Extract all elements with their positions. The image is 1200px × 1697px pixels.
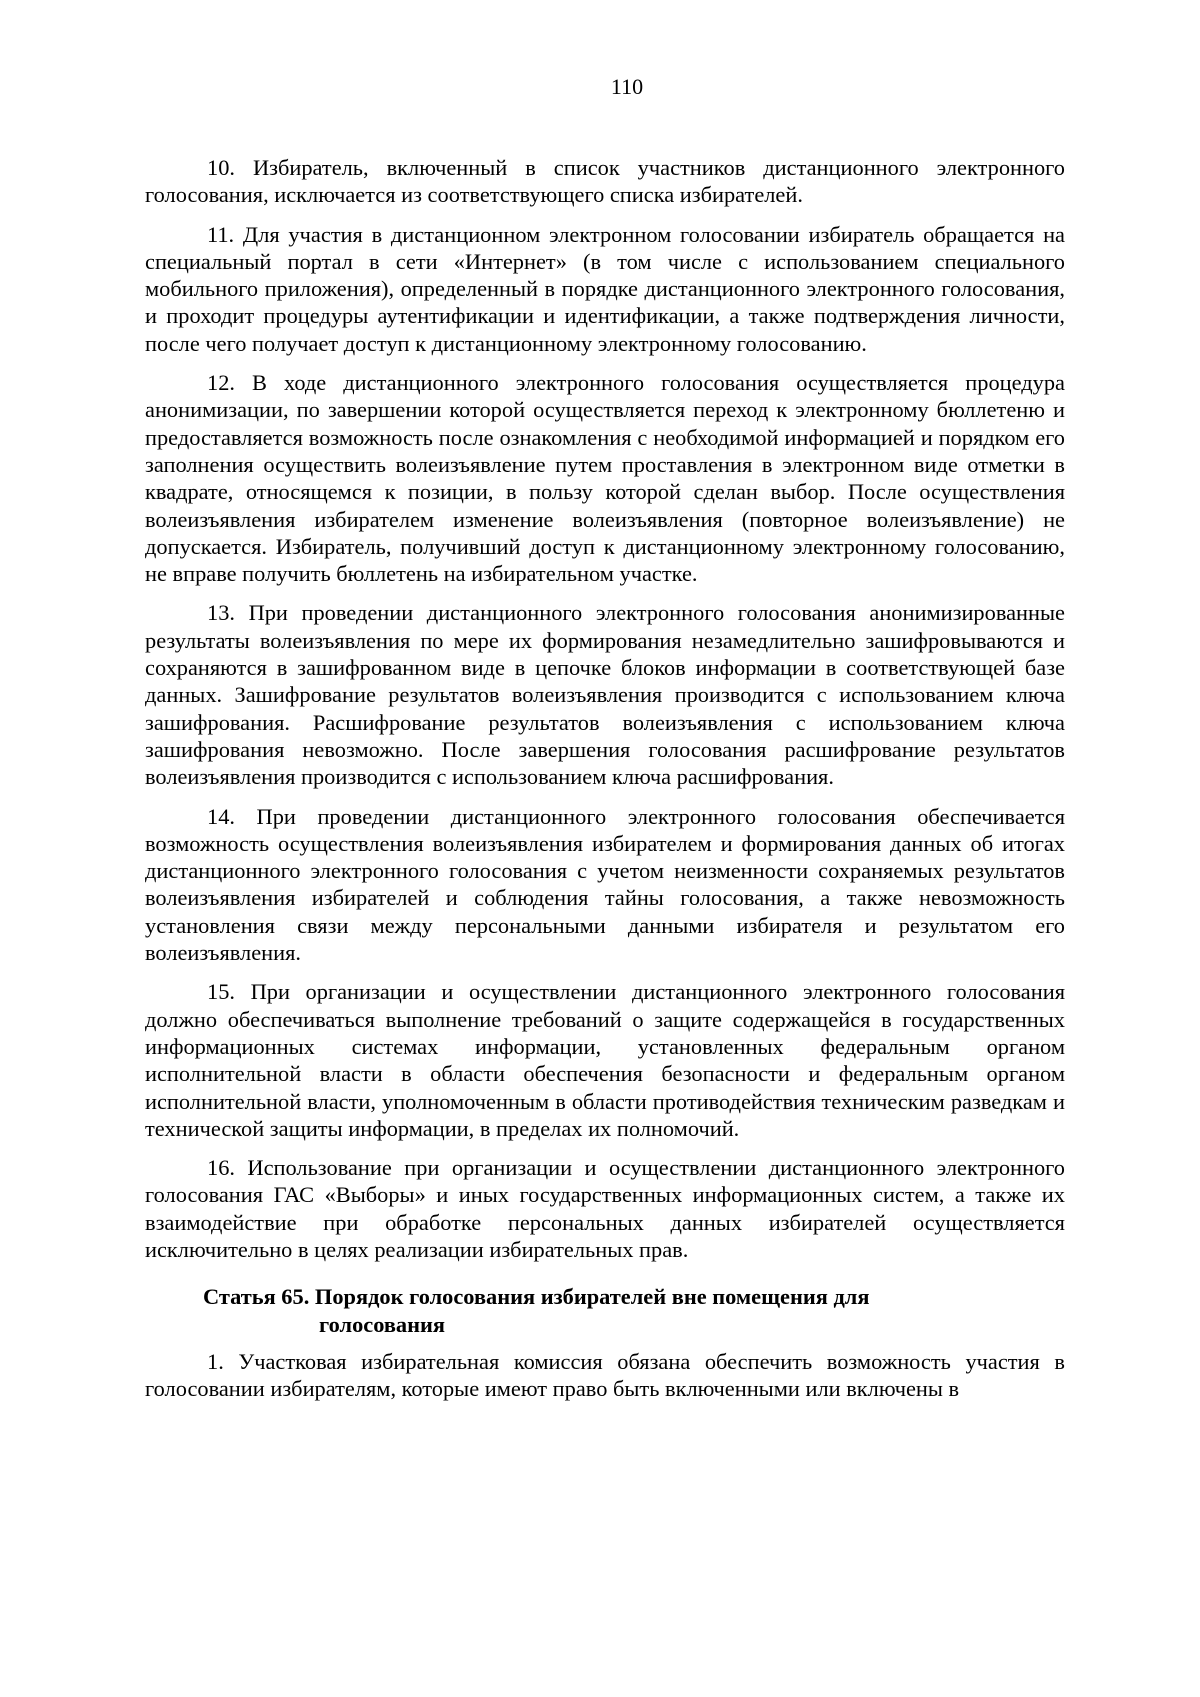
paragraph-15: 15. При организации и осуществлении дистанционного электронного голосования должно обеспечиваться выполнение требований о защите содержащейся в государственных информационных системах информации, установленных федеральным органом исполнительной власти в области обеспечения безопасности и федеральным органом исполнительной власти, уполномоченным в области противодействия техническим разведкам и технической защиты информации, в пределах их полномочий. bbox=[145, 979, 1065, 1141]
paragraph-11: 11. Для участия в дистанционном электронном голосовании избиратель обращается на специальный портал в сети «Интернет» (в том числе с использованием специального мобильного приложения), определенный в порядке дистанционного электронного голосования, и проходит процедуры аутентификации и идентификации, а также подтверждения личности, после чего получает доступ к дистанционному электронному голосованию. bbox=[145, 221, 1065, 356]
page-number: 110 bbox=[610, 74, 644, 99]
article-paragraph-1: 1. Участковая избирательная комиссия обязана обеспечить возможность участия в голосовании избирателям, которые имеют право быть включенными или включены в bbox=[145, 1348, 1065, 1402]
paragraph-12: 12. В ходе дистанционного электронного голосования осуществляется процедура анонимизации, по завершении которой осуществляется переход к электронному бюллетеню и предоставляется возможность после ознакомления с необходимой информацией и порядком его заполнения осуществить волеизъявление путем проставления в электронном виде отметки в квадрате, относящемся к позиции, в пользу которой сделан выбор. После осуществления волеизъявления избирателем изменение волеизъявления (повторное волеизъявление) не допускается. Избиратель, получивший доступ к дистанционному электронному голосованию, не вправе получить бюллетень на избирательном участке. bbox=[145, 370, 1065, 587]
article-heading-line-1: Статья 65. Порядок голосования избирателей вне помещения для bbox=[203, 1284, 870, 1310]
paragraph-13: 13. При проведении дистанционного электронного голосования анонимизированные результаты волеизъявления по мере их формирования незамедлительно зашифровываются и сохраняются в зашифрованном виде в цепочке блоков информации в соответствующей базе данных. Зашифрование результатов волеизъявления производится с использованием ключа зашифрования. Расшифрование результатов волеизъявления с использованием ключа зашифрования невозможно. После завершения голосования расшифрование результатов волеизъявления производится с использованием ключа расшифрования. bbox=[145, 600, 1065, 790]
paragraph-16: 16. Использование при организации и осуществлении дистанционного электронного голосования ГАС «Выборы» и иных государственных информационных систем, а также их взаимодействие при обработке персональных данных избирателей осуществляется исключительно в целях реализации избирательных прав. bbox=[145, 1155, 1065, 1262]
article-heading-line-2: голосования bbox=[319, 1311, 446, 1337]
paragraph-10: 10. Избиратель, включенный в список участников дистанционного электронного голосования, исключается из соответствующего списка избирателей. bbox=[145, 155, 1065, 208]
paragraph-14: 14. При проведении дистанционного электронного голосования обеспечивается возможность осуществления волеизъявления избирателем и формирования данных об итогах дистанционного электронного голосования с учетом неизменности сохраняемых результатов волеизъявления избирателей и соблюдения тайны голосования, а также невозможность установления связи между персональными данными избирателя и результатом его волеизъявления. bbox=[145, 803, 1065, 966]
article-65-heading bbox=[145, 1283, 1065, 1338]
